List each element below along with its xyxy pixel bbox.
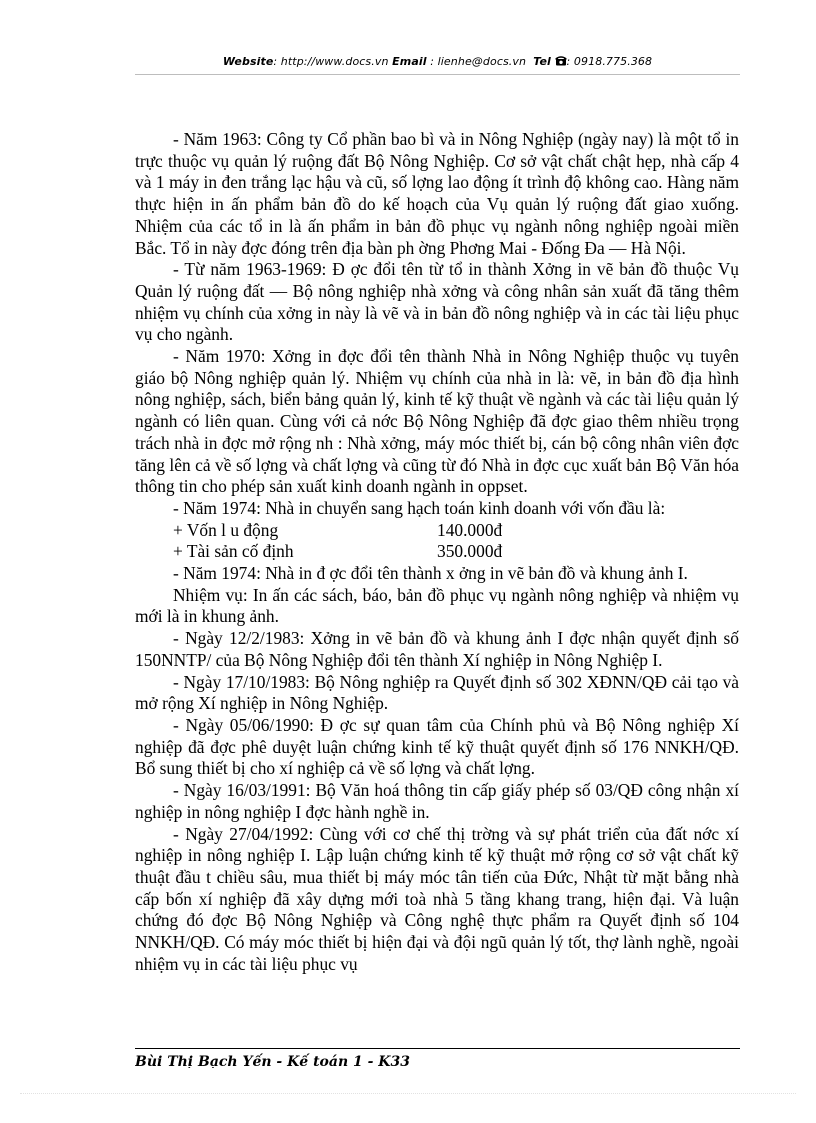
paragraph: - Ngày 05/06/1990: Đ ợc sự quan tâm của Chính phủ và Bộ Nông nghiệp Xí nghiệp đã đợc phê duyệt luận chứng kinh tế kỹ thuật quyết định số 176 NNKH/QĐ. Bổ sung thiết bị cho xí nghiệp cả về số lợng và chất lợng.: [135, 714, 739, 779]
paragraph: - Ngày 12/2/1983: Xởng in vẽ bản đồ và khung ảnh I đợc nhận quyết định số 150NNTP/ của Bộ Nông Nghiệp đổi tên thành Xí nghiệp in Nông Nghiệp I.: [135, 628, 739, 670]
paragraph: Nhiệm vụ: In ấn các sách, báo, bản đồ phục vụ ngành nông nghiệp và nhiệm vụ mới là in khung ảnh.: [135, 584, 739, 627]
capital-value: 140.000đ: [437, 519, 503, 540]
paragraph: - Năm 1963: Công ty Cổ phần bao bì và in Nông Nghiệp (ngày nay) là một tổ in trực thuộc vụ quản lý ruộng đất Bộ Nông Nghiệp. Cơ sở vật chất chật hẹp, nhà cấp 4 và 1 máy in đen trắng lạc hậu và cũ, số lợng lao động ít trình độ không cao. Hàng năm thực hiện in ấn phẩm bản đồ do kế hoạch của Vụ quản lý ruộng đất giao xuống. Nhiệm của các tổ in là ấn phẩm in bản đồ phục vụ ngành nông nghiệp ngoài miền Bắc. Tổ in này đợc đóng trên địa bàn ph ờng Phơng Mai - Đống Đa — Hà Nội.: [135, 129, 739, 258]
paragraph: - Năm 1970: Xởng in đợc đổi tên thành Nhà in Nông Nghiệp thuộc vụ tuyên giáo bộ Nông nghiệp quản lý. Nhiệm vụ chính của nhà in là: vẽ, in bản đồ địa hình nông nghiệp, sách, biển bảng quản lý, kinh tế kỹ thuật về ngành và các tài liệu quản lý ngành có liên quan. Cùng với cả nớc Bộ Nông Nghiệp đã đợc giao thêm nhiều trọng trách nhà in đợc mở rộng nh : Nhà xởng, máy móc thiết bị, cán bộ công nhân viên đợc tăng lên cả về số lợng và chất lợng và cũng từ đó Nhà in đợc cục xuất bản Bộ Văn hóa thông tin cho phép sản xuất kinh doanh ngành in oppset.: [135, 346, 739, 497]
paragraph: - Ngày 27/04/1992: Cùng với cơ chế thị trờng và sự phát triển của đất nớc xí nghiệp in nông nghiệp I. Lập luận chứng kinh tế kỹ thuật mở rộng cơ sở vật chất kỹ thuật đầu t chiều sâu, mua thiết bị máy móc tân tiến của Đức, Nhật từ mặt bằng nhà cấp bốn xí nghiệp đã xây dựng mới toà nhà 5 tầng khang trang, hiện đại. Và luận chứng đó đợc Bộ Nông Nghiệp và Công nghệ thực phẩm ra Quyết định số 104 NNKH/QĐ. Có máy móc thiết bị hiện đại và đội ngũ quản lý tốt, thợ lành nghề, ngoài nhiệm vụ in các tài liệu phục vụ: [135, 823, 739, 974]
footer-rule: [135, 1048, 740, 1049]
paragraph: - Năm 1974: Nhà in đ ợc đổi tên thành x ởng in vẽ bản đồ và khung ảnh I.: [173, 563, 688, 584]
footer-author: Bùi Thị Bạch Yến - Kế toán 1 - K33: [135, 1054, 410, 1068]
paragraph: - Ngày 16/03/1991: Bộ Văn hoá thông tin cấp giấy phép số 03/QĐ công nhận xí nghiệp in nông nghiệp I đợc hành nghề in.: [135, 780, 739, 822]
capital-label: + Tài sản cố định: [173, 541, 294, 562]
tel-value: : 0918.775.368: [566, 55, 653, 68]
capital-value: 350.000đ: [437, 541, 503, 562]
page-bottom-edge: [20, 1093, 796, 1094]
email-label: Email: [392, 55, 427, 68]
email-value: : lienhe@docs.vn: [430, 55, 527, 68]
tel-label: Tel: [533, 55, 551, 68]
website-value: : http://www.docs.vn: [273, 55, 389, 68]
paragraph: - Năm 1974: Nhà in chuyển sang hạch toán kinh doanh với vốn đầu là:: [173, 497, 666, 518]
page-header: [135, 55, 740, 73]
paragraph: - Từ năm 1963-1969: Đ ợc đổi tên từ tổ in thành Xởng in vẽ bản đồ thuộc Vụ Quản lý ruộng đất — Bộ nông nghiệp nhà xởng và công nhân sản xuất đã tăng thêm nhiệm vụ chính của xởng in này là vẽ và in bản đồ nông nghiệp và in các tài liệu phục vụ cho ngành.: [135, 259, 739, 345]
capital-label: + Vốn l u động: [173, 519, 279, 540]
paragraph: - Ngày 17/10/1983: Bộ Nông nghiệp ra Quyết định số 302 XĐNN/QĐ cải tạo và mở rộng Xí nghiệp in Nông Nghiệp.: [135, 671, 739, 714]
website-label: Website: [222, 55, 274, 68]
capital-row: [173, 520, 739, 542]
header-rule: [135, 74, 740, 75]
telephone-icon: [555, 55, 567, 66]
capital-row: [173, 541, 739, 563]
document-body: [135, 129, 739, 975]
page-footer: [135, 1050, 740, 1068]
